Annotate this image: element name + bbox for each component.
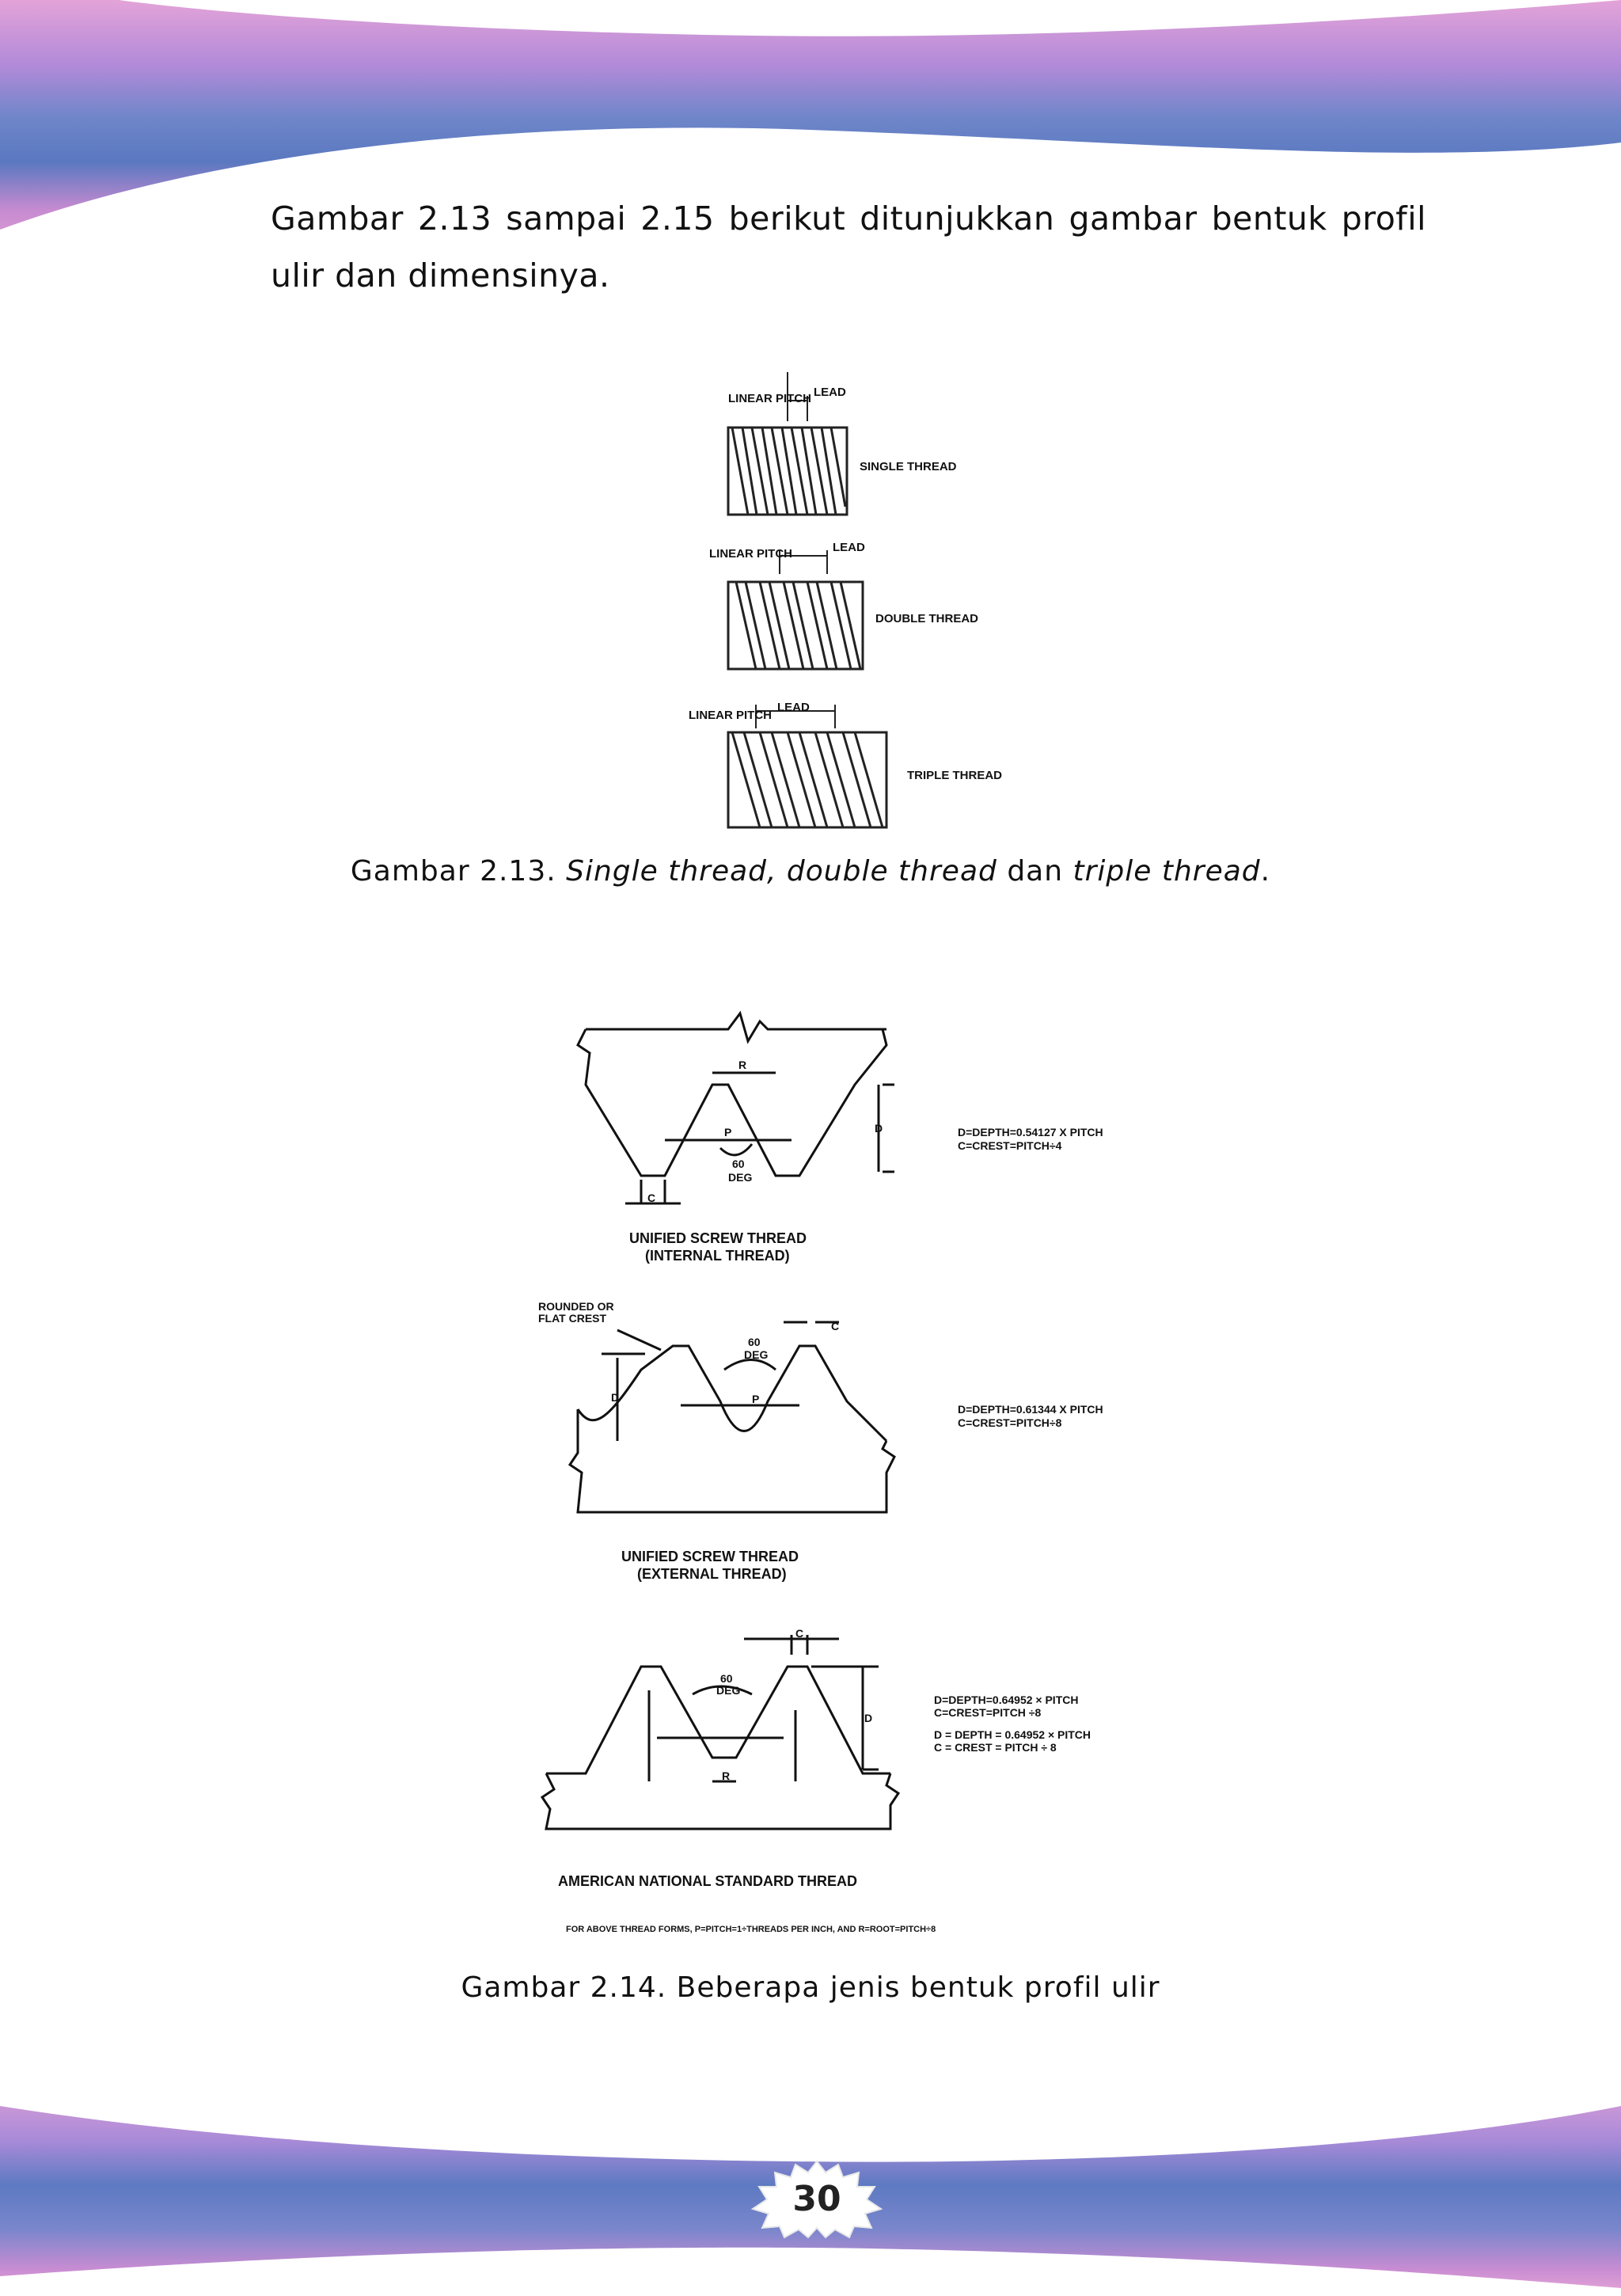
american-footnote: FOR ABOVE THREAD FORMS, P=PITCH=1÷THREADS PER INCH, AND R=ROOT=PITCH÷8 xyxy=(566,1925,936,1934)
internal-d-label: D xyxy=(875,1122,883,1135)
page-number: 30 xyxy=(792,2179,841,2219)
single-lead-label: LEAD xyxy=(814,386,846,399)
internal-title-line2: (INTERNAL THREAD) xyxy=(645,1248,790,1264)
american-thread-diagram xyxy=(542,1635,898,1829)
page-number-badge xyxy=(750,2160,884,2239)
caption-part1: Single thread, double thread xyxy=(566,855,997,888)
double-linear-pitch-label: LINEAR PITCH xyxy=(709,547,792,561)
internal-p-label: P xyxy=(724,1126,732,1138)
american-d-label: D xyxy=(864,1712,873,1724)
external-d-label: D xyxy=(611,1391,620,1404)
external-title-line1: UNIFIED SCREW THREAD xyxy=(621,1549,799,1564)
triple-linear-pitch-label: LINEAR PITCH xyxy=(689,709,772,722)
external-p-label: P xyxy=(752,1393,760,1405)
american-formula2-d: D = DEPTH = 0.64952 × PITCH xyxy=(934,1728,1091,1741)
internal-angle-unit: DEG xyxy=(728,1171,753,1184)
caption-suffix: . xyxy=(1260,855,1271,888)
american-formula2-c: C = CREST = PITCH ÷ 8 xyxy=(934,1741,1057,1754)
double-thread-label: DOUBLE THREAD xyxy=(875,612,978,625)
external-formula-d: D=DEPTH=0.61344 X PITCH xyxy=(958,1403,1103,1416)
single-thread-label: SINGLE THREAD xyxy=(860,460,957,473)
american-r-label: R xyxy=(722,1770,731,1782)
figure-2-14-thread-profiles xyxy=(522,998,1156,1948)
american-formula1-d: D=DEPTH=0.64952 × PITCH xyxy=(934,1693,1079,1706)
external-formula-c: C=CREST=PITCH÷8 xyxy=(958,1416,1062,1429)
caption-mid: dan xyxy=(1007,855,1064,888)
internal-c-label: C xyxy=(647,1192,656,1204)
internal-formula-c: C=CREST=PITCH÷4 xyxy=(958,1139,1062,1152)
external-rounded-line2: FLAT CREST xyxy=(538,1312,607,1325)
american-formula1-c: C=CREST=PITCH ÷8 xyxy=(934,1706,1042,1719)
figure-2-13-caption xyxy=(0,855,1621,888)
american-angle-unit: DEG xyxy=(716,1684,741,1697)
internal-title-line1: UNIFIED SCREW THREAD xyxy=(629,1230,807,1246)
triple-thread-diagram xyxy=(689,701,1002,827)
american-angle-label: 60 xyxy=(720,1672,733,1685)
internal-r-label: R xyxy=(738,1059,747,1071)
figure-2-14-caption: Gambar 2.14. Beberapa jenis bentuk profil ulir xyxy=(461,1971,1160,2004)
internal-angle-label: 60 xyxy=(732,1158,745,1170)
figure-2-13-thread-types xyxy=(681,372,1045,831)
external-c-label: C xyxy=(831,1320,840,1332)
caption-part2: triple thread xyxy=(1072,855,1261,888)
external-thread-diagram xyxy=(570,1322,894,1512)
single-thread-diagram xyxy=(728,372,957,515)
external-angle-label: 60 xyxy=(748,1336,761,1348)
double-thread-diagram xyxy=(709,541,978,669)
single-linear-pitch-label: LINEAR PITCH xyxy=(728,392,811,405)
external-angle-unit: DEG xyxy=(744,1348,769,1361)
internal-formula-d: D=DEPTH=0.54127 X PITCH xyxy=(958,1126,1103,1138)
american-title: AMERICAN NATIONAL STANDARD THREAD xyxy=(558,1873,857,1889)
caption-prefix: Gambar 2.13. xyxy=(350,855,556,888)
intro-paragraph: Gambar 2.13 sampai 2.15 berikut ditunjukkan gambar bentuk profil ulir dan dimensinya. xyxy=(271,200,1426,295)
double-lead-label: LEAD xyxy=(833,541,865,554)
triple-thread-label: TRIPLE THREAD xyxy=(907,769,1002,782)
external-rounded-line1: ROUNDED OR xyxy=(538,1300,614,1313)
american-c-label: C xyxy=(795,1627,804,1640)
triple-lead-label: LEAD xyxy=(777,701,810,714)
external-title-line2: (EXTERNAL THREAD) xyxy=(637,1566,787,1582)
